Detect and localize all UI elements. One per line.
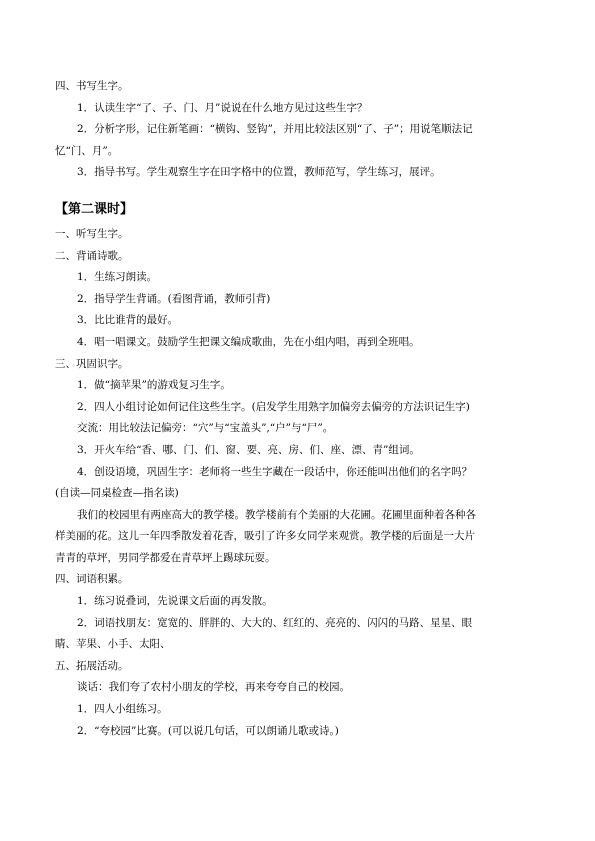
section-heading-recite: 二、背诵诗歌。 <box>55 249 129 262</box>
list-item: 2．“夸校园”比赛。(可以说几句话，可以朗诵儿歌或诗。) <box>77 724 339 737</box>
list-item: 2．指导学生背诵。(看图背诵，教师引背) <box>77 292 271 305</box>
list-item: 1．做“摘苹果”的游戏复习生字。 <box>77 379 231 392</box>
list-item: 2．分析字形，记住新笔画：“横钩、竖钩”，并用比较法区别“了、子”；用说笔顺法记 <box>77 123 473 136</box>
list-item: 谈话：我们夸了农村小朋友的学校，再来夸夸自己的校园。 <box>77 681 350 694</box>
passage-line: 我们的校园里有两座高大的教学楼。教学楼前有个美丽的大花圃。花圃里面种着各种各 <box>77 508 476 521</box>
list-item: 1．生练习朗读。 <box>77 271 158 284</box>
section-heading-extension: 五、拓展活动。 <box>55 659 129 672</box>
list-item: 2．词语找朋友：宽宽的、胖胖的、大大的、红红的、亮亮的、闪闪的马路、星星、眼 <box>77 616 473 629</box>
list-item: 1．认读生字“了、子、门、月”说说在什么地方见过这些生字？ <box>77 101 368 114</box>
list-item: 2．四人小组讨论如何记住这些生字。(启发学生用熟字加偏旁去偏旁的方法识记生字) <box>77 400 470 413</box>
list-item: 1．四人小组练习。 <box>77 703 168 716</box>
section-heading-writing: 四、书写生字。 <box>55 80 129 92</box>
reading-note: (自读—同桌检查—指名读) <box>55 487 179 500</box>
list-item: 3．比比谁背的最好。 <box>77 314 179 327</box>
list-item: 4．创设语境，巩固生字：老师将一些生字藏在一段话中，你还能叫出他们的名字吗？ <box>77 465 473 478</box>
list-item: 1．练习说叠词，先说课文后面的再发散。 <box>77 595 273 608</box>
list-item-continuation: 睛、苹果、小手、太阳、 <box>55 638 171 651</box>
lesson-title: 【第二课时】 <box>55 201 134 217</box>
list-item: 3．指导书写。学生观察生字在田字格中的位置，教师范写，学生练习，展评。 <box>77 166 441 179</box>
list-item: 交流：用比较法记偏旁：“穴”与“宝盖头”,“户”与“尸”。 <box>77 422 334 435</box>
passage-line: 青青的草坪，男同学都爱在青草坪上踢球玩耍。 <box>55 551 276 564</box>
document-body <box>55 76 545 742</box>
section-heading-consolidate: 三、巩固识字。 <box>55 357 129 370</box>
section-heading-dictation: 一、听写生字。 <box>55 227 129 240</box>
section-heading-vocabulary: 四、词语积累。 <box>55 573 129 586</box>
list-item-continuation: 忆“门、月”。 <box>55 144 119 157</box>
list-item: 4．唱一唱课文。鼓励学生把课文编成歌曲，先在小组内唱，再到全班唱。 <box>77 335 420 348</box>
passage-line: 样美丽的花。这儿一年四季散发着花香，吸引了许多女同学来观赏。教学楼的后面是一大片 <box>55 530 475 543</box>
list-item: 3．开火车给“香、哪、门、们、窗、要、亮、房、们、座、漂、青”组词。 <box>77 443 420 456</box>
